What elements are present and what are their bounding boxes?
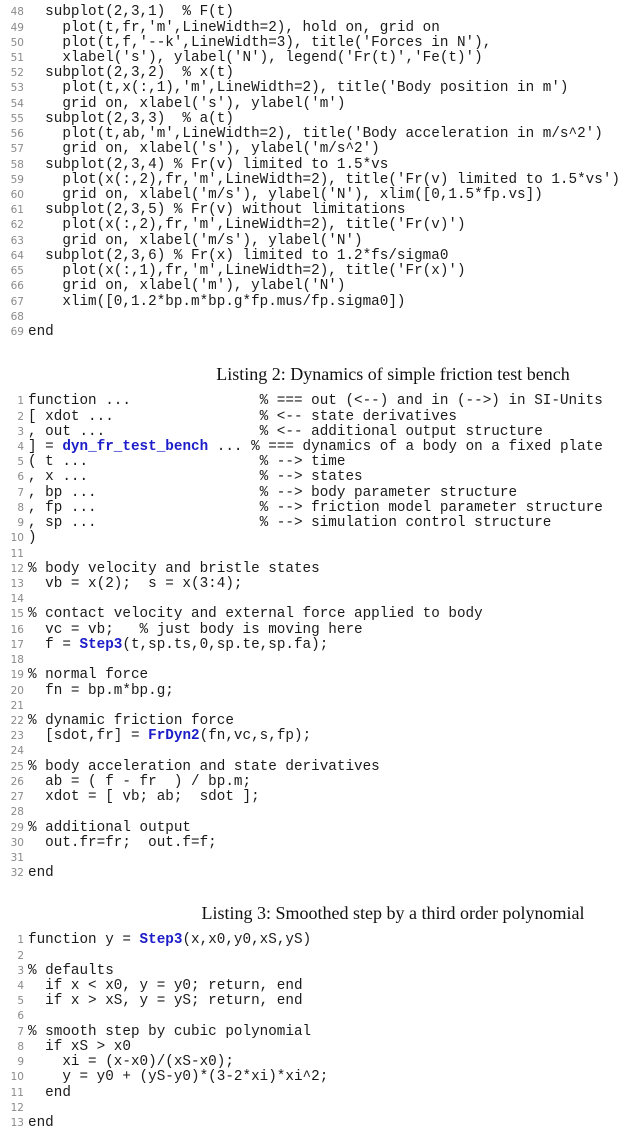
code-text: subplot(2,3,4) % Fr(v) limited to 1.5*vs [28,156,389,173]
line-number: 32 [10,867,24,880]
code-text: xlim([0,1.2*bp.m*bp.g*fp.mus/fp.sigma0]) [28,293,406,310]
code-line [0,668,632,683]
line-number: 14 [10,593,24,606]
code-text: plot(t,f,'--k',LineWidth=3), title('Forces in N'), [28,34,492,51]
line-number: 58 [10,158,24,171]
line-number: 26 [10,775,24,788]
code-line [0,699,632,714]
line-number: 53 [10,82,24,95]
code-line [0,36,632,51]
listing-3-code [0,933,632,1131]
code-text: % contact velocity and external force applied to body [28,606,483,623]
line-number: 22 [10,714,24,727]
code-line [0,562,632,577]
code-line [0,607,632,622]
code-line [0,979,632,994]
code-text: if xS > x0 [28,1038,131,1055]
code-text: plot(t,fr,'m',LineWidth=2), hold on, grid on [28,19,440,36]
code-text: plot(x(:,1),fr,'m',LineWidth=2), title('Fr(x)') [28,263,466,280]
code-line [0,218,632,233]
code-text: subplot(2,3,1) % F(t) [28,4,234,21]
code-text: ( t ... % --> time [28,454,346,471]
code-text: % dynamic friction force [28,712,234,729]
line-number: 27 [10,791,24,804]
code-line [0,173,632,188]
code-text: out.fr=fr; out.f=f; [28,834,217,851]
code-text: , sp ... % --> simulation control structure [28,515,552,532]
code-text: plot(x(:,2),fr,'m',LineWidth=2), title('Fr(v) limited to 1.5*vs') [28,171,620,188]
line-number: 25 [10,760,24,773]
line-number: 7 [17,1025,24,1038]
code-line [0,577,632,592]
line-number: 8 [17,501,24,514]
line-number: 67 [10,295,24,308]
listing-1-code [0,5,632,340]
code-text: ) [28,530,37,547]
code-line [0,5,632,20]
code-prefix: f = [28,636,80,653]
function-name: Step3 [79,636,123,653]
line-number: 64 [10,249,24,262]
line-number: 29 [10,821,24,834]
code-line [0,249,632,264]
code-line [0,1101,632,1116]
line-number: 10 [10,532,24,545]
line-number: 31 [10,851,24,864]
code-line [0,264,632,279]
code-line [0,775,632,790]
code-line [0,592,632,607]
line-number: 24 [10,745,24,758]
code-line [0,531,632,546]
code-line [0,638,632,653]
code-line [0,547,632,562]
code-suffix: (t,sp.ts,0,sp.te,sp.fa); [122,636,329,653]
code-text: grid on, xlabel('s'), ylabel('m/s^2') [28,141,380,158]
code-text: xi = (x-x0)/(xS-x0); [28,1054,234,1071]
code-line [0,994,632,1009]
code-line [0,744,632,759]
code-line [0,66,632,81]
line-number: 56 [10,128,24,141]
line-number: 9 [17,517,24,530]
code-line [0,964,632,979]
line-number: 16 [10,623,24,636]
function-name: FrDyn2 [148,728,200,745]
code-line [0,97,632,112]
code-text: subplot(2,3,5) % Fr(v) without limitations [28,202,406,219]
code-line [0,81,632,96]
code-line [0,623,632,638]
line-number: 54 [10,97,24,110]
listing-2-code [0,394,632,881]
code-text: , x ... % --> states [28,469,363,486]
code-line [0,455,632,470]
line-number: 49 [10,21,24,34]
line-number: 13 [10,1117,24,1130]
code-line [0,188,632,203]
code-text [28,729,311,744]
code-line [0,325,632,340]
code-line [0,127,632,142]
line-number: 12 [10,562,24,575]
code-line [0,790,632,805]
code-text: % smooth step by cubic polynomial [28,1023,312,1040]
code-line [0,836,632,851]
code-text: plot(t,ab,'m',LineWidth=2), title('Body acceleration in m/s^2') [28,126,603,143]
code-line [0,760,632,775]
line-number: 1 [17,934,24,947]
code-text: fn = bp.m*bp.g; [28,682,174,699]
line-number: 52 [10,67,24,80]
code-line [0,653,632,668]
line-number: 8 [17,1040,24,1053]
code-text: , fp ... % --> friction model parameter structure [28,499,603,516]
code-line [0,142,632,157]
code-text: , bp ... % --> body parameter structure [28,484,518,501]
line-number: 66 [10,280,24,293]
code-line [0,486,632,501]
code-text: end [28,865,54,882]
code-text: xlabel('s'), ylabel('N'), legend('Fr(t)','Fe(t)') [28,50,483,67]
line-number: 9 [17,1056,24,1069]
function-name: dyn_fr_test_bench [62,439,209,456]
code-line [0,310,632,325]
code-line [0,394,632,409]
code-line [0,470,632,485]
line-number: 50 [10,36,24,49]
code-text: ab = ( f - fr ) / bp.m; [28,773,252,790]
line-number: 6 [17,471,24,484]
line-number: 4 [17,441,24,454]
code-line [0,949,632,964]
line-number: 23 [10,730,24,743]
code-text: if x > xS, y = yS; return, end [28,993,303,1010]
line-number: 28 [10,806,24,819]
line-number: 3 [17,964,24,977]
line-number: 5 [17,456,24,469]
line-number: 5 [17,995,24,1008]
code-line [0,21,632,36]
code-line [0,821,632,836]
line-number: 18 [10,654,24,667]
code-line [0,1116,632,1131]
line-number: 68 [10,310,24,323]
listing-2-caption: Listing 2: Dynamics of simple friction test bench [216,364,570,384]
code-line [0,51,632,66]
line-number: 59 [10,173,24,186]
code-line [0,1025,632,1040]
code-text: subplot(2,3,6) % Fr(x) limited to 1.2*fs/sigma0 [28,247,449,264]
code-text: grid on, xlabel('m'), ylabel('N') [28,278,346,295]
code-text: function ... % === out (<--) and in (-->) in SI-Units [28,393,603,410]
line-number: 65 [10,265,24,278]
code-text: y = y0 + (yS-y0)*(3-2*xi)*xi^2; [28,1069,329,1086]
code-line [0,866,632,881]
line-number: 13 [10,578,24,591]
code-text: vc = vb; % just body is moving here [28,621,363,638]
line-number: 1 [17,395,24,408]
line-number: 2 [17,410,24,423]
code-line [0,1040,632,1055]
function-name: Step3 [139,932,183,949]
code-text: [ xdot ... % <-- state derivatives [28,408,457,425]
code-line [0,279,632,294]
code-line [0,684,632,699]
code-suffix: (x,x0,y0,xS,yS) [182,932,312,949]
code-text: grid on, xlabel('m/s'), ylabel('N'), xlim([0,1.5*fp.vs]) [28,187,543,204]
code-line [0,516,632,531]
code-text: , out ... % <-- additional output structure [28,423,543,440]
line-number: 3 [17,425,24,438]
code-text: subplot(2,3,2) % x(t) [28,65,234,82]
line-number: 48 [10,6,24,19]
line-number: 7 [17,486,24,499]
code-line [0,440,632,455]
line-number: 51 [10,52,24,65]
code-suffix: (fn,vc,s,fp); [199,728,312,745]
code-text: grid on, xlabel('m/s'), ylabel('N') [28,232,363,249]
code-text: vb = x(2); s = x(3:4); [28,576,243,593]
line-number: 20 [10,684,24,697]
code-text: end [28,323,54,340]
line-number: 2 [17,949,24,962]
code-line [0,1055,632,1070]
code-text: xdot = [ vb; ab; sdot ]; [28,789,260,806]
line-number: 19 [10,669,24,682]
line-number: 11 [10,547,24,560]
line-number: 30 [10,836,24,849]
code-suffix: ... % === dynamics of a body on a fixed plate [208,439,603,456]
line-number: 60 [10,189,24,202]
line-number: 15 [10,608,24,621]
line-number: 21 [10,699,24,712]
line-number: 6 [17,1010,24,1023]
code-line [0,203,632,218]
code-text: plot(t,x(:,1),'m',LineWidth=2), title('Body position in m') [28,80,569,97]
line-number: 10 [10,1071,24,1084]
line-number: 63 [10,234,24,247]
code-line [0,1070,632,1085]
code-line [0,410,632,425]
line-number: 17 [10,638,24,651]
code-line [0,234,632,249]
code-line [0,425,632,440]
code-text [28,440,603,455]
line-number: 61 [10,204,24,217]
code-text: if x < x0, y = y0; return, end [28,978,303,995]
code-text: subplot(2,3,3) % a(t) [28,110,234,127]
line-number: 11 [10,1086,24,1099]
code-text: % body velocity and bristle states [28,560,320,577]
code-line [0,851,632,866]
code-line [0,714,632,729]
listing-3-caption: Listing 3: Smoothed step by a third order polynomial [201,903,585,923]
code-line [0,933,632,948]
code-text: % normal force [28,667,149,684]
code-text: % additional output [28,819,192,836]
code-line [0,295,632,310]
code-prefix: function y = [28,932,140,949]
code-line [0,112,632,127]
code-text: grid on, xlabel('s'), ylabel('m') [28,95,346,112]
code-text: % defaults [28,962,114,979]
code-line [0,729,632,744]
code-text: end [28,1115,54,1132]
code-prefix: ] = [28,439,63,456]
code-line [0,805,632,820]
line-number: 69 [10,325,24,338]
code-line [0,1086,632,1101]
code-text: plot(x(:,2),fr,'m',LineWidth=2), title('Fr(v)') [28,217,466,234]
code-line [0,158,632,173]
code-text [28,638,328,653]
code-text: end [28,1084,71,1101]
line-number: 57 [10,143,24,156]
line-number: 12 [10,1101,24,1114]
line-number: 55 [10,112,24,125]
code-prefix: [sdot,fr] = [28,728,149,745]
code-text: % body acceleration and state derivatives [28,758,380,775]
code-text [28,933,311,948]
code-line [0,1009,632,1024]
line-number: 4 [17,980,24,993]
line-number: 62 [10,219,24,232]
code-line [0,501,632,516]
